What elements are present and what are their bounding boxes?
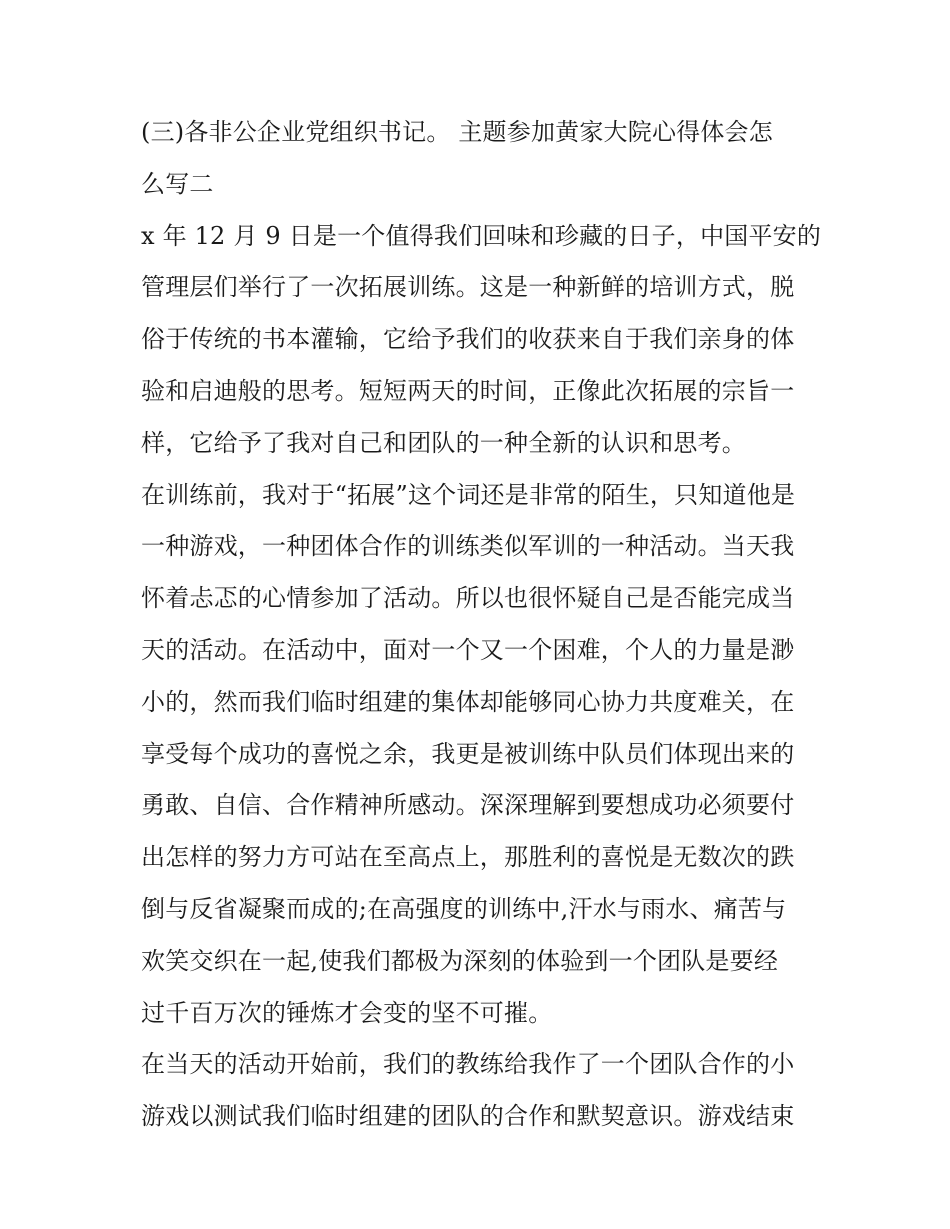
text-line: 样，它给予了我对自己和团队的一种全新的认识和思考。	[141, 428, 746, 457]
text-line: 一种游戏，一种团体合作的训练类似军训的一种活动。当天我	[141, 532, 795, 561]
text-line: 勇敢、自信、合作精神所感动。深深理解到要想成功必须要付	[141, 791, 795, 820]
text-line: 天的活动。在活动中，面对一个又一个困难，个人的力量是渺	[141, 635, 795, 664]
text-line: 在当天的活动开始前，我们的教练给我作了一个团队合作的小	[141, 1050, 795, 1079]
text-line: 享受每个成功的喜悦之余，我更是被训练中队员们体现出来的	[141, 739, 795, 768]
text-line: 管理层们举行了一次拓展训练。这是一种新鲜的培训方式，脱	[141, 273, 795, 302]
text-line: 验和启迪般的思考。短短两天的时间，正像此次拓展的宗旨一	[141, 376, 795, 405]
text-line: 过千百万次的锤炼才会变的坚不可摧。	[141, 998, 553, 1027]
text-line: (三)各非公企业党组织书记。 主题参加黄家大院心得体会怎	[141, 118, 773, 146]
text-line: 俗于传统的书本灌输，它给予我们的收获来自于我们亲身的体	[141, 325, 795, 354]
text-line: x 年 12 月 9 日是一个值得我们回味和珍藏的日子，中国平安的	[141, 221, 822, 250]
text-line: 怀着忐忑的心情参加了活动。所以也很怀疑自己是否能完成当	[141, 584, 795, 613]
text-line: 出怎样的努力方可站在至高点上，那胜利的喜悦是无数次的跌	[141, 843, 795, 872]
text-line: 欢笑交织在一起,使我们都极为深刻的体验到一个团队是要经	[141, 946, 779, 975]
text-line: 游戏以测试我们临时组建的团队的合作和默契意识。游戏结束	[141, 1102, 795, 1131]
document-body	[141, 107, 822, 1143]
text-line: 倒与反省凝聚而成的;在高强度的训练中,汗水与雨水、痛苦与	[141, 894, 787, 923]
text-line: 小的，然而我们临时组建的集体却能够同心协力共度难关，在	[141, 687, 795, 716]
text-line: 么写二	[141, 169, 214, 198]
text-line: 在训练前，我对于“拓展”这个词还是非常的陌生，只知道他是	[141, 480, 796, 509]
